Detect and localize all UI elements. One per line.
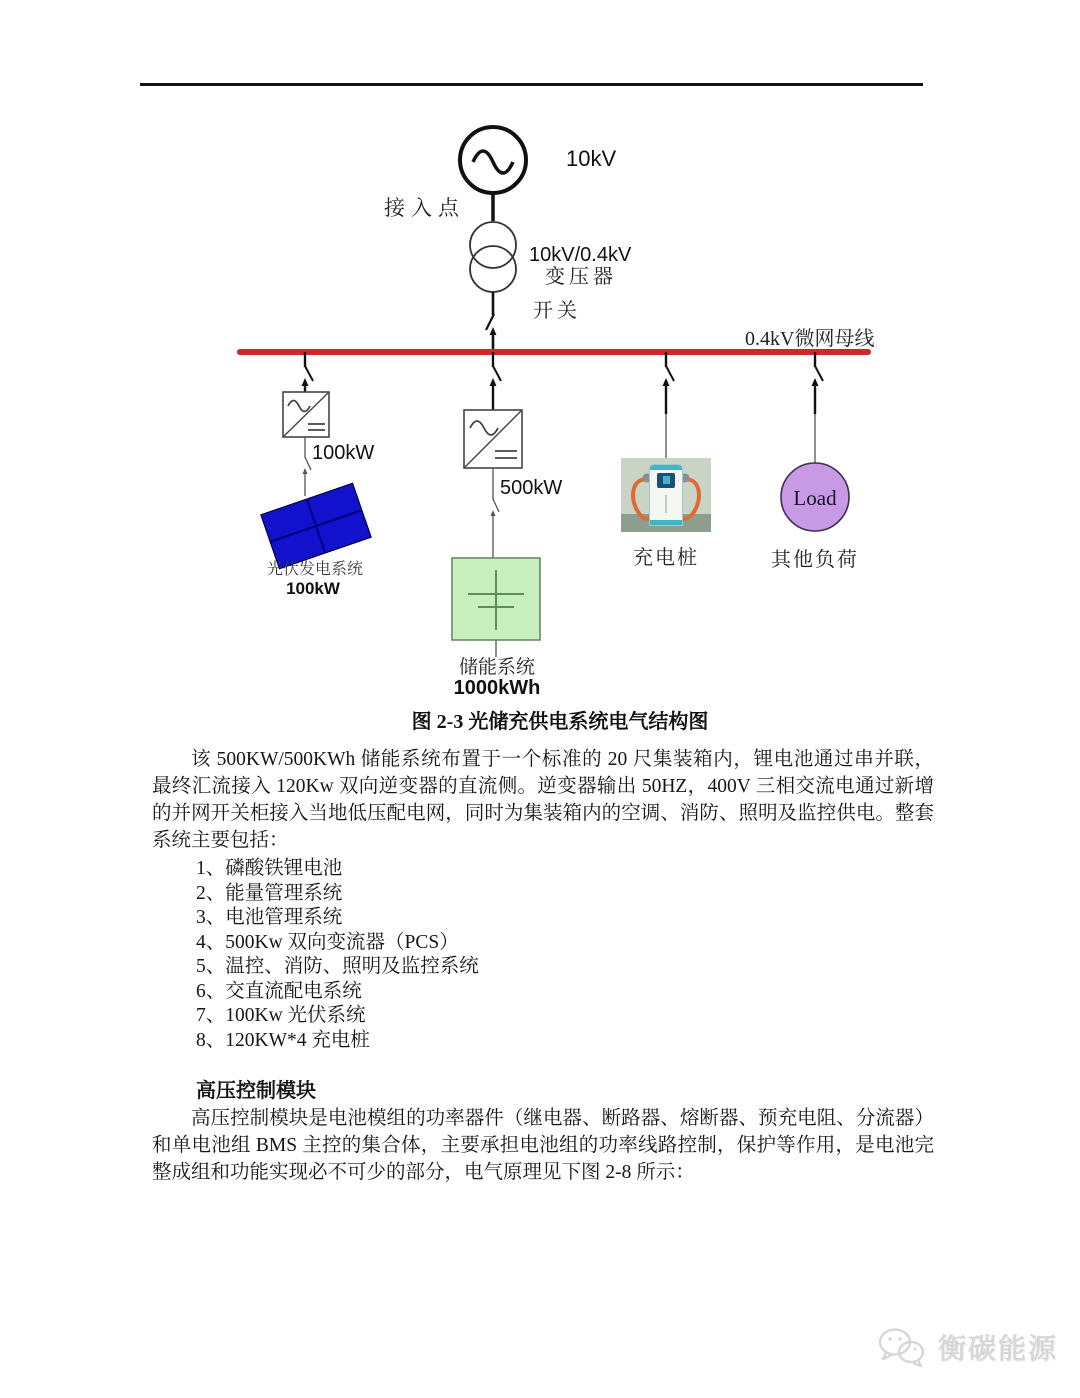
transformer-ratio-label: 10kV/0.4kV xyxy=(529,244,632,266)
list-item: 4、500Kw 双向变流器（PCS） xyxy=(196,931,459,953)
access-point-label: 接入点 xyxy=(384,196,465,220)
section-heading: 高压控制模块 xyxy=(196,1080,316,1102)
storage-capacity-label: 1000kWh xyxy=(453,677,541,699)
transformer-label: 变压器 xyxy=(545,266,617,288)
pv-dc-switch-symbol xyxy=(303,437,312,496)
storage-dc-switch-symbol xyxy=(491,468,500,558)
list-item: 3、电池管理系统 xyxy=(196,907,343,928)
charger-branch-lines xyxy=(663,352,675,458)
brand-watermark xyxy=(876,1326,1058,1368)
ac-source-symbol xyxy=(460,127,526,193)
charger-pillar xyxy=(649,464,683,526)
charger-screen xyxy=(657,473,675,488)
storage-inverter-symbol xyxy=(464,410,522,468)
list-item: 8、120KW*4 充电桩 xyxy=(196,1029,370,1051)
pv-system-power-label: 100kW xyxy=(286,579,340,598)
storage-system-label: 储能系统 xyxy=(458,657,536,678)
paragraph-hv-module: 高压控制模块是电池模组的功率器件（继电器、断路器、熔断器、预充电阻、分流器）和单电池组 BMS 主控的集合体，主要承担电池组的功率线路控制，保护等作用，是电池完整成组和功能实现必不可少的部分，电气原理见下图 2-8 所示： xyxy=(152,1108,934,1183)
list-item: 5、温控、消防、照明及监控系统 xyxy=(196,956,479,977)
bus-label: 0.4kV微网母线 xyxy=(745,328,875,350)
list-item: 6、交直流配电系统 xyxy=(196,980,362,1002)
main-switch-symbol xyxy=(486,292,497,352)
body-text xyxy=(152,746,934,1186)
list-item: 1、磷酸铁锂电池 xyxy=(196,858,343,879)
source-voltage-label: 10kV xyxy=(566,146,617,171)
pv-inverter-power-label: 100kW xyxy=(312,442,375,464)
battery-symbol xyxy=(452,558,540,657)
charger-pillar-top xyxy=(650,465,682,470)
charger-slot xyxy=(665,495,667,513)
storage-inverter-power-label: 500kW xyxy=(500,477,563,499)
list-item: 2、能量管理系统 xyxy=(196,882,343,904)
load-branch-lines xyxy=(812,352,824,464)
system-components-list xyxy=(196,857,934,1053)
switch-label: 开关 xyxy=(533,300,581,322)
charger-label: 充电桩 xyxy=(633,547,699,569)
transformer-symbol xyxy=(470,222,516,292)
load-symbol xyxy=(781,463,849,531)
load-circle-text: Load xyxy=(793,486,837,510)
pv-inverter-symbol xyxy=(283,392,329,437)
paragraph-storage-system: 该 500KW/500KWh 储能系统布置于一个标准的 20 尺集装箱内，锂电池通过串并联，最终汇流接入 120Kw 双向逆变器的直流侧。逆变器输出 50HZ，400V 三相交流电通过新增的并网开关柜接入当地低压配电网，同时为集装箱内的空调、消防、照明及监控供电。整套系统主要包括： xyxy=(152,749,934,851)
charging-pile-image xyxy=(621,458,711,532)
load-label: 其他负荷 xyxy=(771,549,859,571)
charger-pillar-base xyxy=(650,520,682,525)
list-item: 7、100Kw 光伏系统 xyxy=(196,1005,366,1026)
pv-branch-lines xyxy=(302,352,314,392)
pv-system-label: 光伏发电系统 xyxy=(266,561,364,578)
wechat-icon xyxy=(876,1326,928,1368)
brand-name: 衡碳能源 xyxy=(937,1334,1058,1365)
storage-branch-lines xyxy=(490,352,502,410)
figure-caption: 图 2-3 光储充供电系统电气结构图 xyxy=(411,711,709,733)
